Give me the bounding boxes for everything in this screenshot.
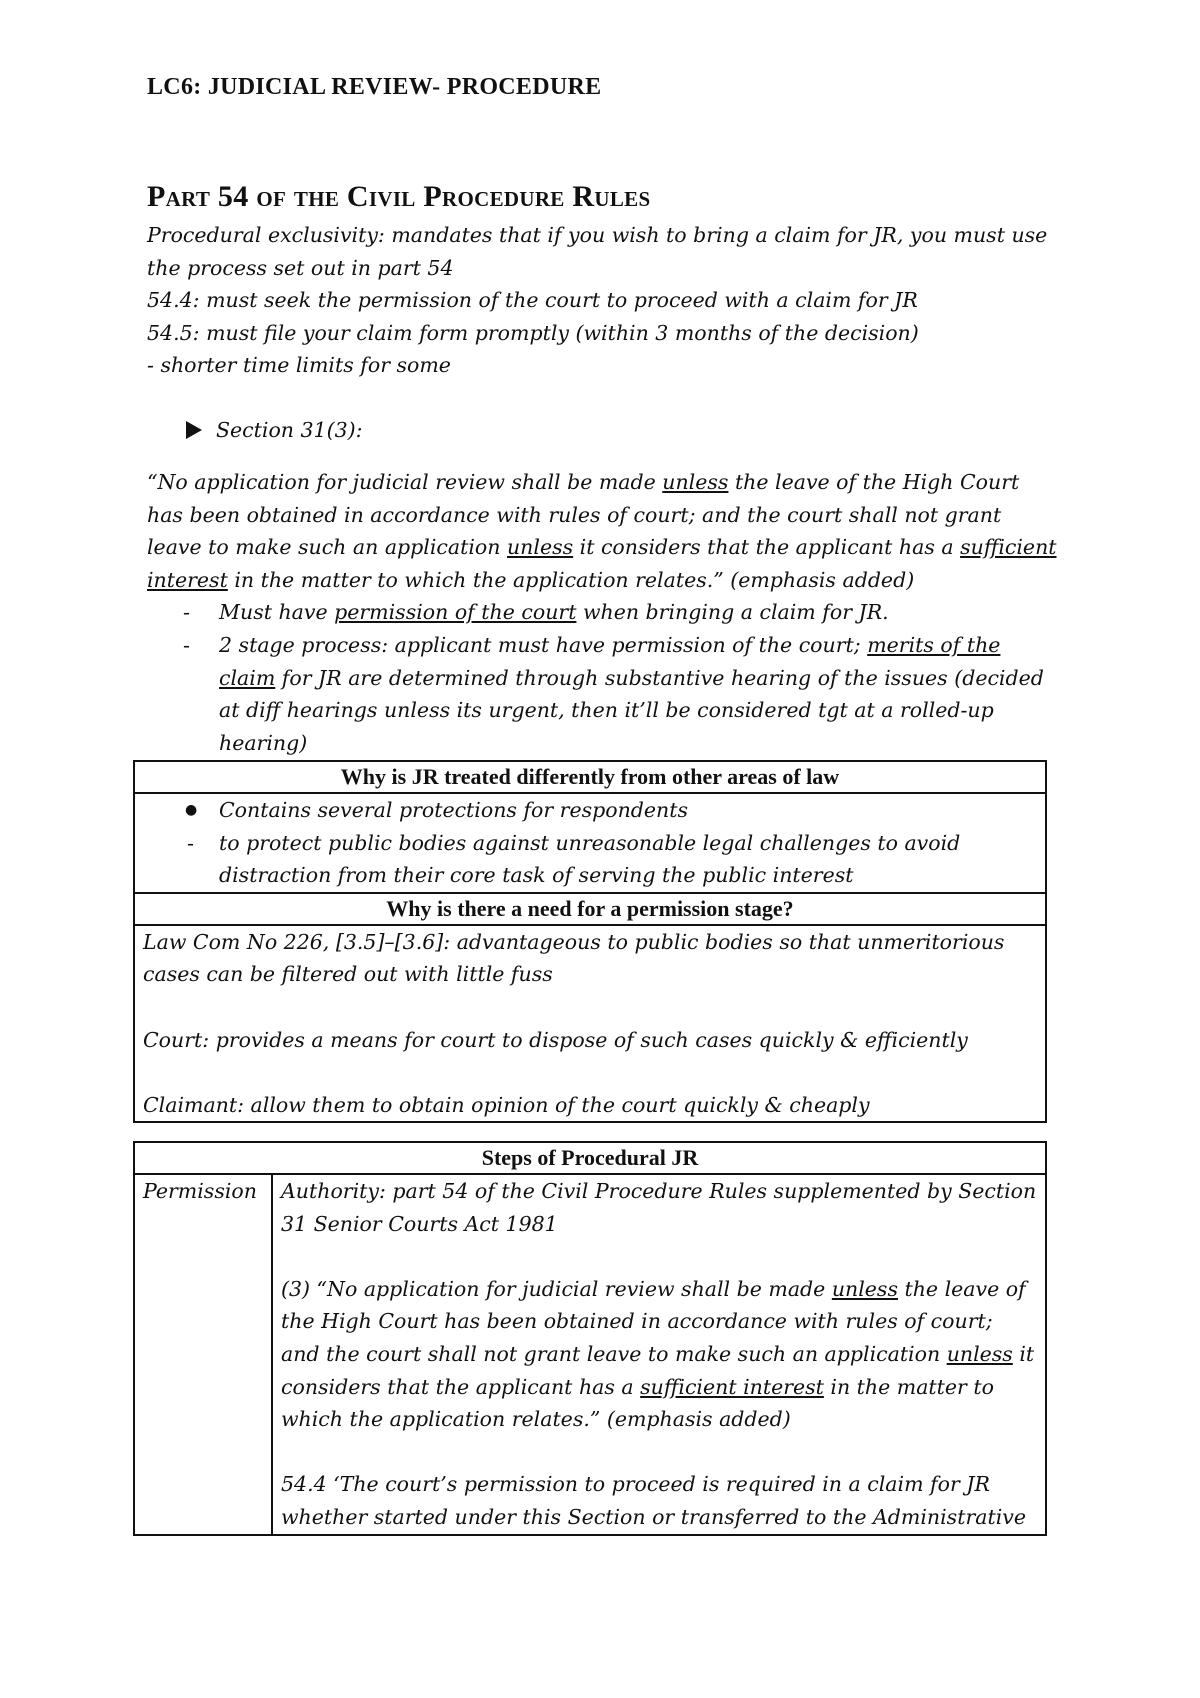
steps-header: Steps of Procedural JR	[134, 1142, 1046, 1174]
permission-stage-header: Why is there a need for a permission stage?	[134, 893, 1046, 925]
section-31-quote-block	[147, 466, 1057, 759]
why-jr-cell	[134, 793, 1046, 893]
steps-table	[133, 1141, 1047, 1536]
law-com-text: Law Com No 226, [3.5]–[3.6]: advantageous to public bodies so that unmeritorious cases can be filtered out with little fuss	[143, 929, 1005, 987]
why-jr-table	[133, 760, 1047, 1123]
claimant-text: Claimant: allow them to obtain opinion of the court quickly & cheaply	[143, 1092, 870, 1117]
section-31-quote-repeat: (3) “No application for judicial review shall be made unless the leave of the High Court has been obtained in accordance with rules of court; and the court shall not grant leave to make such an application unless it considers that the applicant has a sufficient interest in the matter to which the application relates.” (emphasis added)	[281, 1276, 1035, 1432]
section-heading: Part 54 of the Civil Procedure Rules	[147, 180, 651, 213]
court-text: Court: provides a means for court to dispose of such cases quickly & efficiently	[143, 1027, 968, 1052]
list-item: - Must have permission of the court when bringing a claim for JR.	[147, 596, 1057, 629]
section-31-quote: “No application for judicial review shall be made unless the leave of the High Court has been obtained in accordance with rules of court; and the court shall not grant leave to make such an application unless it considers that the applicant has a sufficient interest in the matter to which the application relates.” (emphasis added)	[147, 470, 1057, 592]
intro-line-3: 54.5: must file your claim form promptly (within 3 months of the decision)	[147, 320, 919, 345]
list-item: - 2 stage process: applicant must have permission of the court; merits of the claim for JR are determined through substantive hearing of the issues (decided at diff hearings unless its urgent, then it’ll be considered tgt at a rolled-up hearing)	[147, 629, 1057, 759]
why-jr-header: Why is JR treated differently from other areas of law	[134, 761, 1046, 793]
list-item: ● Contains several protections for respondents	[143, 794, 1037, 827]
permission-detail-cell	[272, 1174, 1046, 1535]
section-31-label	[186, 414, 363, 446]
intro-block	[147, 219, 1057, 382]
permission-label: Permission	[134, 1174, 272, 1535]
section-31-label-text: Section 31(3):	[216, 418, 363, 442]
intro-line-4: - shorter time limits for some	[147, 353, 451, 378]
rule-54-4-text: 54.4 ‘The court’s permission to proceed is required in a claim for JR whether started under this Section or transferred to the Administrative	[281, 1472, 1026, 1529]
document-title: LC6: JUDICIAL REVIEW- PROCEDURE	[147, 74, 602, 100]
permission-stage-cell	[134, 925, 1046, 1123]
intro-line-2: 54.4: must seek the permission of the court to proceed with a claim for JR	[147, 288, 918, 313]
intro-line-1: Procedural exclusivity: mandates that if you wish to bring a claim for JR, you must use the process set out in part 54	[147, 223, 1048, 280]
authority-text: Authority: part 54 of the Civil Procedure Rules supplemented by Section 31 Senior Courts Act 1981	[281, 1179, 1037, 1236]
arrow-right-icon	[186, 421, 202, 439]
section-31-points	[147, 596, 1057, 759]
list-item: - to protect public bodies against unreasonable legal challenges to avoid distraction from their core task of serving the public interest	[143, 827, 1037, 892]
